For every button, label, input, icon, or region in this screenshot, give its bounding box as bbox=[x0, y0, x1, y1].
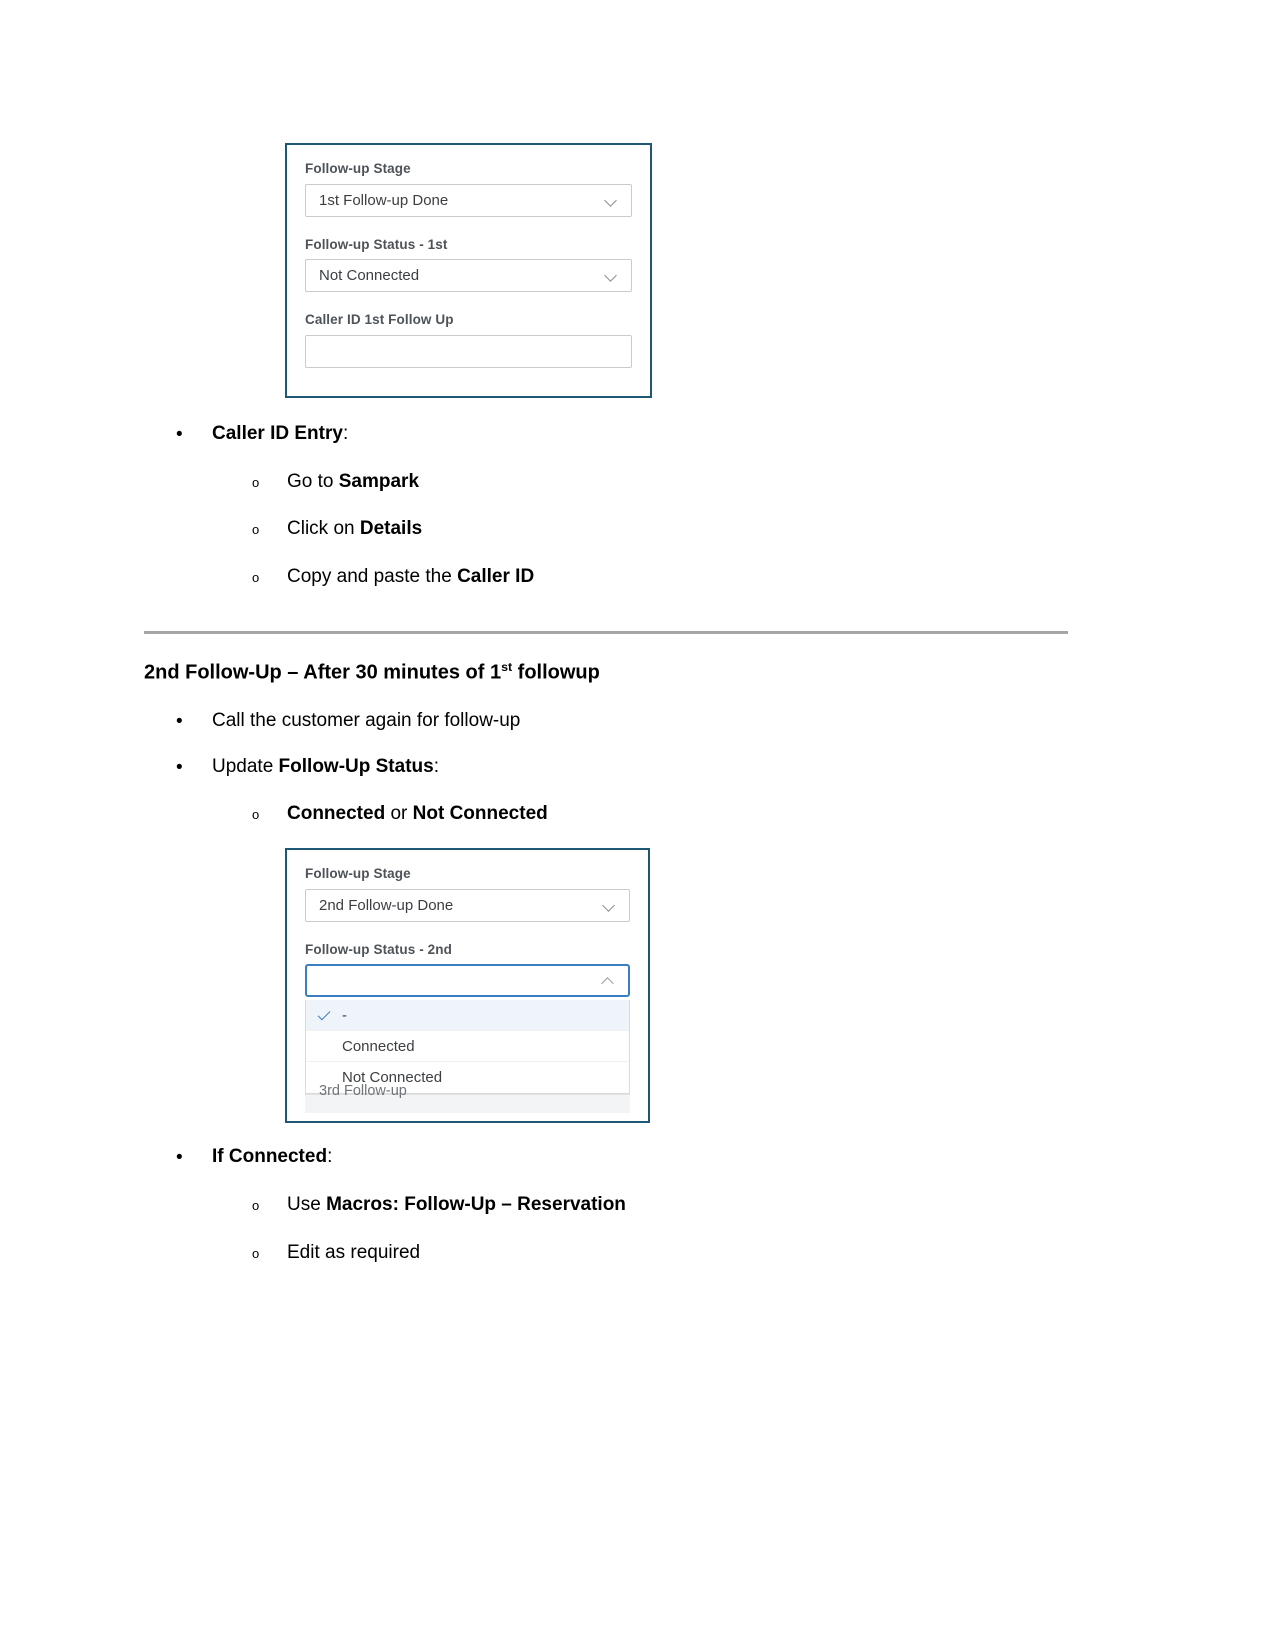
bullet-dot-icon: • bbox=[176, 1147, 183, 1168]
dropdown-follow-up-stage-1-value: 1st Follow-up Done bbox=[319, 191, 449, 209]
dropdown-follow-up-status-1st-value: Not Connected bbox=[319, 267, 420, 285]
chevron-down-icon bbox=[605, 196, 619, 205]
bullet-circle-icon: o bbox=[252, 1198, 260, 1213]
bullet-caller-id-entry bbox=[176, 423, 349, 446]
bullet-update-pre: Update bbox=[212, 756, 279, 777]
screenshot-figure-2nd-followup bbox=[285, 848, 650, 1123]
bullet-caller-id-entry-bold: Caller ID Entry bbox=[212, 423, 343, 444]
subitem-go-to-sampark-pre: Go to bbox=[287, 471, 339, 492]
dropdown-options-list bbox=[305, 1000, 630, 1094]
subitem-connected-or-not-connected bbox=[252, 803, 548, 826]
bullet-dot-icon: • bbox=[176, 711, 183, 732]
page-heading-pre: 2nd Follow-Up – After 30 minutes of 1 bbox=[144, 661, 502, 684]
subitem-go-to-sampark-bold: Sampark bbox=[338, 471, 420, 492]
chevron-down-icon bbox=[605, 271, 619, 280]
subitem-not-connected-bold: Not Connected bbox=[412, 803, 548, 824]
horizontal-rule bbox=[144, 631, 1068, 634]
bullet-if-connected-bold: If Connected bbox=[212, 1146, 328, 1167]
subitem-click-on-details-bold: Details bbox=[359, 518, 423, 539]
figure-1-content bbox=[287, 145, 650, 382]
check-icon bbox=[316, 1000, 338, 1030]
label-follow-up-status-2nd: Follow-up Status - 2nd bbox=[305, 941, 452, 957]
bullet-if-connected bbox=[176, 1146, 333, 1169]
dropdown-follow-up-status-2nd[interactable] bbox=[305, 964, 630, 997]
subitem-connected-mid: or bbox=[385, 803, 413, 824]
dropdown-option-dash-label: - bbox=[342, 1006, 347, 1024]
chevron-up-icon bbox=[602, 976, 616, 985]
bullet-circle-icon: o bbox=[252, 1246, 260, 1261]
bullet-call-customer-again bbox=[176, 710, 521, 733]
subitem-connected-bold: Connected bbox=[287, 803, 386, 824]
bullet-if-connected-rest: : bbox=[327, 1146, 333, 1167]
check-icon-placeholder bbox=[316, 1031, 338, 1061]
page-heading-post: followup bbox=[512, 661, 600, 684]
subitem-edit-as-required bbox=[252, 1242, 421, 1265]
bullet-dot-icon: • bbox=[176, 757, 183, 778]
bullet-circle-icon: o bbox=[252, 807, 260, 822]
clipped-field-behind-dropdown bbox=[305, 1083, 630, 1113]
subitem-use-macros-bold: Macros: Follow-Up – Reservation bbox=[326, 1194, 626, 1215]
bullet-call-customer-again-text: Call the customer again for follow-up bbox=[212, 710, 521, 731]
subitem-copy-paste-caller-id-bold: Caller ID bbox=[457, 566, 535, 587]
dropdown-follow-up-stage-2-value: 2nd Follow-up Done bbox=[319, 896, 454, 914]
label-caller-id-1st-follow-up: Caller ID 1st Follow Up bbox=[305, 312, 454, 328]
figure-2-content bbox=[287, 850, 648, 1113]
subitem-use-macros bbox=[252, 1194, 626, 1217]
clipped-field-label: 3rd Follow-up bbox=[319, 1083, 407, 1100]
label-follow-up-status-1st: Follow-up Status - 1st bbox=[305, 236, 448, 252]
dropdown-option-connected-label: Connected bbox=[342, 1037, 415, 1055]
label-follow-up-stage-2: Follow-up Stage bbox=[305, 866, 411, 881]
bullet-circle-icon: o bbox=[252, 475, 260, 490]
bullet-caller-id-entry-rest: : bbox=[342, 423, 349, 444]
bullet-circle-icon: o bbox=[252, 570, 260, 585]
page-heading-2nd-follow-up bbox=[144, 660, 600, 685]
subitem-edit-as-required-text: Edit as required bbox=[287, 1242, 421, 1263]
dropdown-follow-up-stage-1[interactable] bbox=[305, 184, 632, 217]
bullet-update-bold: Follow-Up Status bbox=[278, 756, 434, 777]
subitem-click-on-details-pre: Click on bbox=[287, 518, 360, 539]
page-heading-sup: st bbox=[501, 660, 513, 674]
bullet-dot-icon: • bbox=[176, 424, 183, 445]
dropdown-option-dash[interactable] bbox=[306, 1000, 629, 1031]
subitem-click-on-details bbox=[252, 518, 423, 541]
dropdown-option-not-connected-label: Not Connected bbox=[342, 1069, 443, 1087]
dropdown-option-connected[interactable] bbox=[306, 1031, 629, 1062]
input-caller-id-1st-follow-up[interactable] bbox=[305, 335, 632, 368]
bullet-update-post: : bbox=[433, 756, 439, 777]
chevron-down-icon bbox=[603, 901, 617, 910]
bullet-update-follow-up-status bbox=[176, 756, 439, 779]
subitem-copy-paste-caller-id-pre: Copy and paste the bbox=[287, 566, 458, 587]
bullet-circle-icon: o bbox=[252, 522, 260, 537]
subitem-use-macros-pre: Use bbox=[287, 1194, 327, 1215]
label-follow-up-stage-1: Follow-up Stage bbox=[305, 161, 411, 176]
subitem-go-to-sampark bbox=[252, 471, 420, 494]
screenshot-figure-1st-followup bbox=[285, 143, 652, 398]
dropdown-follow-up-status-1st[interactable] bbox=[305, 259, 632, 292]
dropdown-follow-up-stage-2[interactable] bbox=[305, 889, 630, 922]
subitem-copy-paste-caller-id bbox=[252, 566, 535, 589]
